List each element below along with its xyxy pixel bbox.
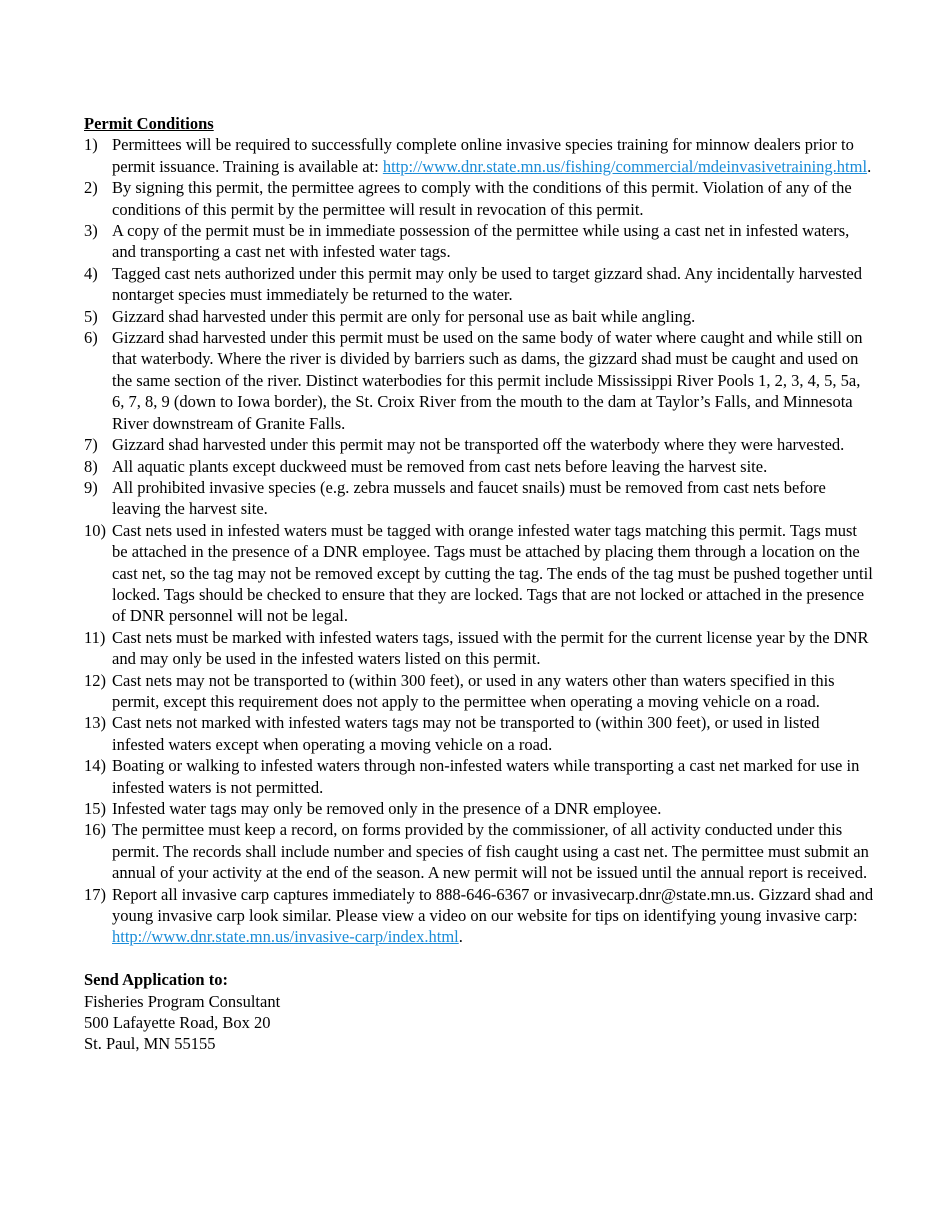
address-line-street: 500 Lafayette Road, Box 20	[84, 1013, 271, 1033]
condition-text: Gizzard shad harvested under this permit must be used on the same body of water where caught and while still on that waterbody. Where the river is divided by barriers such as dams, the gizzard shad must be caught and used on the same section of the river. Distinct waterbodies for this permit include Mississippi River Pools 1, 2, 3, 4, 5, 5a, 6, 7, 8, 9 (down to Iowa border), the St. Croix River from the mouth to the dam at Taylor’s Falls, and Minnesota River downstream of Granite Falls.	[112, 328, 863, 433]
condition-text: A copy of the permit must be in immediate possession of the permittee while using a cast net in infested waters, and transporting a cast net with infested water tags.	[112, 221, 850, 262]
send-application-block	[84, 969, 874, 1055]
condition-item	[84, 327, 874, 434]
condition-text: Report all invasive carp captures immediately to 888-646-6367 or invasivecarp.dnr@state.mn.us. Gizzard shad and young invasive carp look similar. Please view a video on our website for tips on identifying young invasive carp:	[112, 884, 874, 926]
condition-number: 5)	[84, 306, 98, 326]
condition-item	[84, 670, 874, 713]
condition-number: 2)	[84, 178, 98, 198]
condition-item	[84, 798, 874, 819]
condition-text: Tagged cast nets authorized under this permit may only be used to target gizzard shad. Any incidentally harvested nontarget species must immediately be returned to the water.	[112, 263, 862, 305]
condition-number: 14)	[84, 756, 106, 776]
condition-text: Gizzard shad harvested under this permit are only for personal use as bait while angling.	[112, 306, 696, 326]
address-line-recipient: Fisheries Program Consultant	[84, 991, 281, 1011]
condition-number: 6)	[84, 328, 98, 348]
condition-text: Boating or walking to infested waters through non-infested waters while transporting a cast net marked for use in infested waters is not permitted.	[112, 756, 860, 797]
condition-item	[84, 712, 874, 755]
condition-number: 4)	[84, 263, 98, 283]
condition-item	[84, 134, 874, 177]
condition-number: 11)	[84, 627, 106, 647]
condition-number: 9)	[84, 477, 98, 497]
condition-number: 1)	[84, 135, 98, 155]
permit-conditions-heading: Permit Conditions	[84, 114, 214, 133]
condition-trailing-text: .	[458, 927, 463, 947]
condition-item	[84, 755, 874, 798]
condition-text: Gizzard shad harvested under this permit may not be transported off the waterbody where they were harvested.	[112, 435, 845, 455]
address-line-city: St. Paul, MN 55155	[84, 1034, 216, 1054]
condition-text: Cast nets not marked with infested waters tags may not be transported to (within 300 feet), or used in listed infested waters except when operating a moving vehicle on a road.	[112, 713, 820, 754]
condition-text: All prohibited invasive species (e.g. zebra mussels and faucet snails) must be removed from cast nets before leaving the harvest site.	[112, 477, 826, 519]
condition-text: All aquatic plants except duckweed must be removed from cast nets before leaving the harvest site.	[112, 456, 768, 476]
condition-trailing-text: .	[867, 156, 872, 176]
condition-item	[84, 884, 874, 948]
condition-item	[84, 819, 874, 883]
condition-item	[84, 477, 874, 520]
condition-item	[84, 520, 874, 627]
send-application-heading: Send Application to:	[84, 970, 228, 990]
condition-number: 17)	[84, 884, 106, 904]
condition-item	[84, 263, 874, 306]
condition-number: 8)	[84, 456, 98, 476]
document-content	[84, 113, 874, 1055]
condition-text: Permittees will be required to successfully complete online invasive species training for minnow dealers prior to permit issuance. Training is available at:	[112, 135, 854, 176]
condition-number: 10)	[84, 520, 106, 540]
condition-item	[84, 177, 874, 220]
condition-text: Cast nets must be marked with infested waters tags, issued with the permit for the current license year by the DNR and may only be used in the infested waters listed on this permit.	[112, 627, 869, 669]
condition-number: 13)	[84, 713, 106, 733]
condition-text: Cast nets may not be transported to (within 300 feet), or used in any waters other than waters specified in this permit, except this requirement does not apply to the permittee when operating a moving vehicle on a road.	[112, 670, 835, 711]
condition-item	[84, 627, 874, 670]
condition-link[interactable]: http://www.dnr.state.mn.us/invasive-carp/index.html	[112, 927, 459, 947]
condition-number: 12)	[84, 670, 106, 690]
condition-item	[84, 434, 874, 455]
condition-item	[84, 306, 874, 327]
condition-text: By signing this permit, the permittee agrees to comply with the conditions of this permit. Violation of any of the conditions of this permit by the permittee will result in revocation of this permit.	[112, 178, 852, 219]
condition-text: Infested water tags may only be removed only in the presence of a DNR employee.	[112, 799, 662, 818]
condition-text: The permittee must keep a record, on forms provided by the commissioner, of all activity conducted under this permit. The records shall include number and species of fish caught using a cast net. The permittee must submit an annual of your activity at the end of the season. A new permit will not be issued until the annual report is received.	[112, 820, 869, 883]
condition-number: 3)	[84, 221, 98, 241]
condition-item	[84, 220, 874, 263]
condition-number: 7)	[84, 435, 98, 455]
condition-number: 15)	[84, 799, 106, 818]
permit-conditions-list	[84, 134, 874, 947]
condition-number: 16)	[84, 820, 106, 840]
condition-text: Cast nets used in infested waters must be tagged with orange infested water tags matching this permit. Tags must be attached in the presence of a DNR employee. Tags must be attached by placing them through a location on the cast net, so the tag may not be removed except by cutting the tag. The ends of the tag must be pushed together until locked. Tags should be checked to ensure that they are locked. Tags that are not locked or attached in the presence of DNR personnel will not be legal.	[112, 520, 873, 626]
condition-item	[84, 456, 874, 477]
condition-link[interactable]: http://www.dnr.state.mn.us/fishing/commercial/mdeinvasivetraining.html	[382, 156, 868, 176]
